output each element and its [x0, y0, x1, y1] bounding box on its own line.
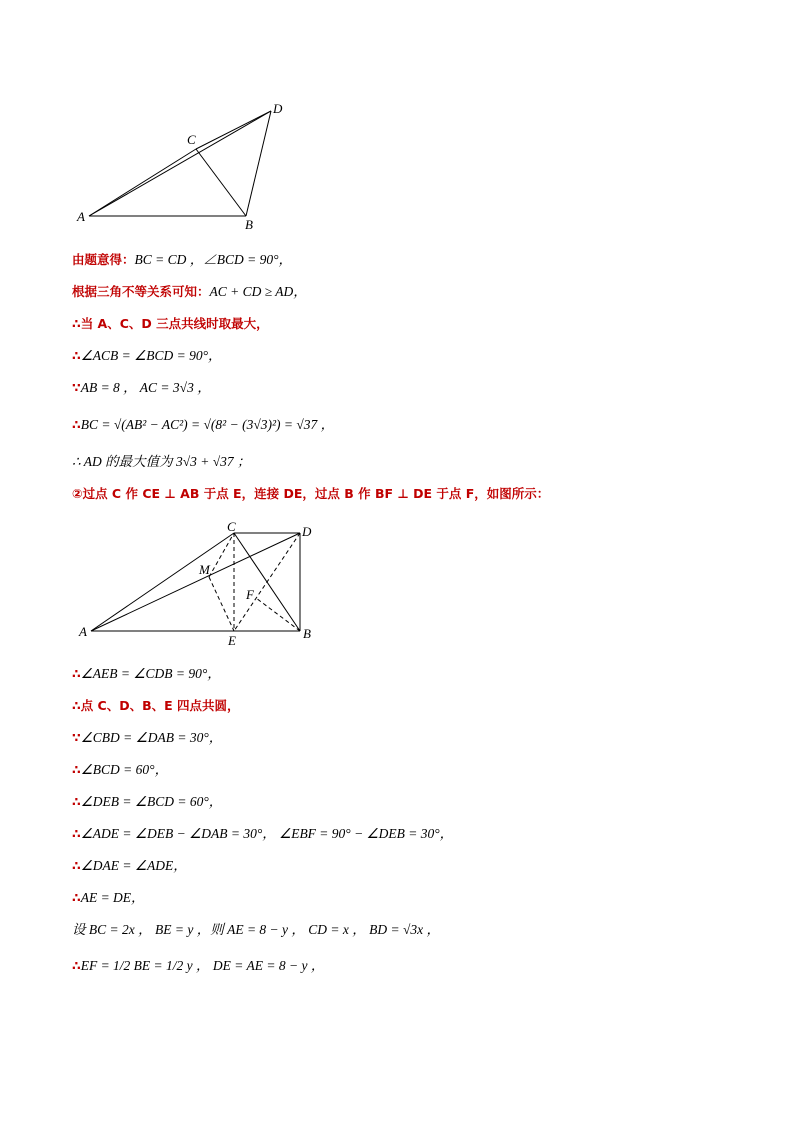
label-F: F	[246, 587, 254, 602]
segment-AD	[91, 533, 300, 631]
solution-line-14: ∴∠ADE = ∠DEB − ∠DAB = 30°， ∠EBF = 90° − ∠DEB = 30°，	[72, 826, 454, 841]
solution-line-12: ∴∠BCD = 60°，	[72, 762, 169, 777]
solution-line-5: ∵AB = 8 ， AC = 3√3 ，	[72, 380, 211, 395]
solution-line-15: ∴∠DAE = ∠ADE，	[72, 858, 187, 873]
solution-line-7: ∴ AD 的最大值为 3√3 + √37 ；	[72, 454, 251, 469]
label-C: C	[187, 132, 196, 147]
solution-line-11: ∵∠CBD = ∠DAB = 30°，	[72, 730, 223, 745]
label-M: M	[199, 562, 210, 577]
solution-line-17: 设 BC = 2x ， BE = y ，则 AE = 8 − y ， CD = x ， BD = √3x ，	[72, 922, 441, 937]
solution-line-2: 根据三角不等关系可知：AC + CD ≥ AD，	[72, 284, 307, 299]
label-D: D	[273, 101, 283, 116]
solution-line-16: ∴AE = DE，	[72, 890, 145, 905]
solution-line-10: ∴点 C、D、B、E 四点共圆，	[72, 698, 240, 713]
solution-line-9: ∴∠AEB = ∠CDB = 90°，	[72, 666, 221, 681]
label-B: B	[245, 217, 253, 232]
segment-BF	[256, 598, 300, 631]
solution-line-13: ∴∠DEB = ∠BCD = 60°，	[72, 794, 223, 809]
segment-AC	[91, 533, 234, 631]
solution-line-6: ∴BC = √(AB² − AC²) = √(8² − (3√3)²) = √37 ，	[72, 417, 335, 432]
label-B: B	[303, 626, 311, 641]
label-D: D	[302, 524, 312, 539]
label-E: E	[228, 633, 236, 648]
solution-line-18: ∴EF = 1/2 BE = 1/2 y ， DE = AE = 8 − y ，	[72, 958, 325, 973]
solution-line-8: ②过点 C 作 CE ⊥ AB 于点 E，连接 DE，过点 B 作 BF ⊥ DE 于点 F，如图所示：	[72, 486, 550, 501]
solution-line-3: ∴当 A、C、D 三点共线时取最大，	[72, 316, 269, 331]
label-C: C	[227, 519, 236, 534]
solution-line-4: ∴∠ACB = ∠BCD = 90°，	[72, 348, 222, 363]
segment-MC	[209, 533, 234, 577]
solution-line-1: 由题意得：BC = CD ，∠BCD = 90°，	[72, 252, 293, 267]
label-A: A	[77, 209, 85, 224]
segment-ME	[209, 577, 234, 631]
label-A: A	[79, 624, 87, 639]
